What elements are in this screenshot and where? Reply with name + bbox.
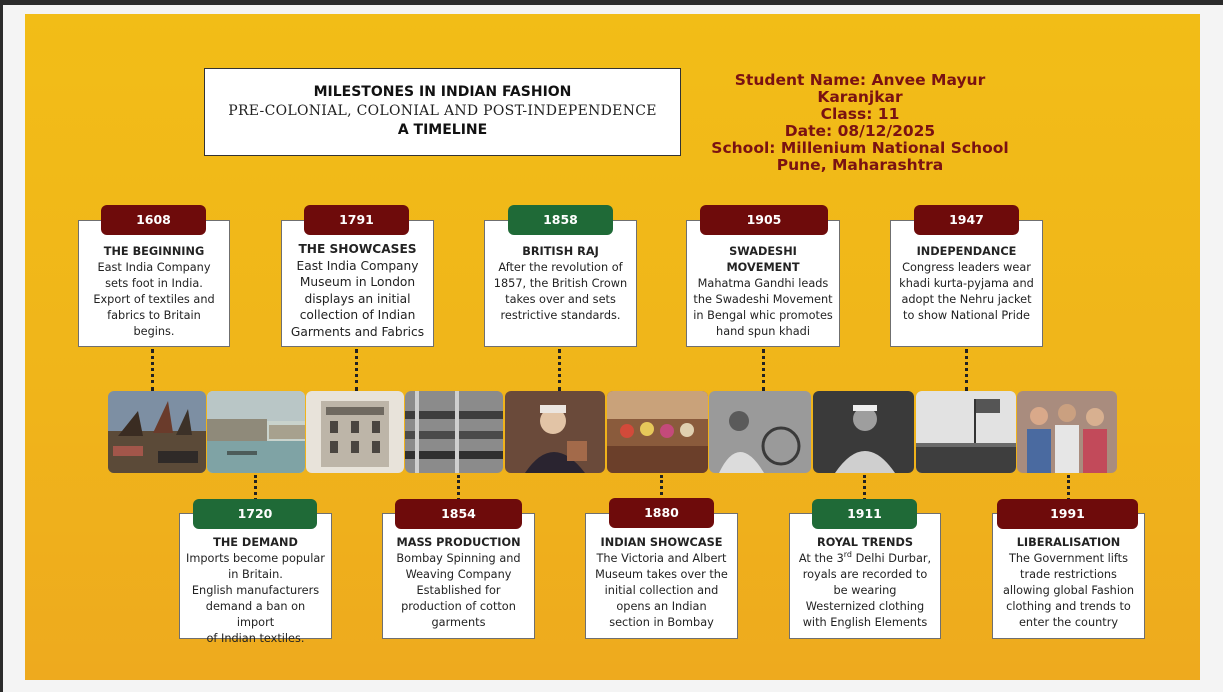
- event-desc-line: Bombay Spinning and: [396, 552, 521, 565]
- connector-dots: [558, 349, 561, 391]
- connector-dots: [151, 349, 154, 391]
- event-title: SWADESHI MOVEMENT: [726, 245, 800, 274]
- desc-part: At the 3: [798, 552, 844, 565]
- event-desc-line: in Britain.: [228, 568, 283, 581]
- year-badge-1991: 1991: [997, 499, 1138, 529]
- event-card-1905: [686, 220, 840, 347]
- event-title: THE DEMAND: [213, 536, 298, 549]
- title-box: [204, 68, 681, 156]
- event-desc-line: khadi kurta-pyjama and: [899, 277, 1034, 290]
- event-title: INDEPENDANCE: [916, 245, 1017, 258]
- event-desc-line: begins.: [133, 325, 175, 338]
- event-card-1858: [484, 220, 637, 347]
- event-desc-line: The Victoria and Albert: [596, 552, 727, 565]
- event-desc-line: Westernized clothing: [805, 600, 925, 613]
- independence-flag-image: [916, 391, 1016, 473]
- event-desc-line: to show National Pride: [903, 309, 1030, 322]
- event-desc-line: royals are recorded to: [802, 568, 928, 581]
- event-card-1991: [992, 513, 1145, 639]
- event-card-1854: [382, 513, 535, 639]
- river-city-image: [207, 391, 305, 473]
- event-desc-line: hand spun khadi: [716, 325, 810, 338]
- event-title: THE BEGINNING: [103, 245, 205, 258]
- student-school: School: Millenium National School: [711, 139, 1009, 157]
- event-desc-line: Garments and Fabrics: [290, 324, 425, 339]
- queen-victoria-image: [505, 391, 605, 473]
- event-desc-line: sets foot in India.: [105, 277, 203, 290]
- event-desc-line: fabrics to Britain: [107, 309, 201, 322]
- title-timeline: A TIMELINE: [397, 122, 488, 138]
- student-info: [705, 72, 1015, 174]
- event-desc-line: opens an Indian: [616, 600, 707, 613]
- year-badge-1858: 1858: [508, 205, 613, 235]
- window-left-border: [0, 0, 3, 692]
- year-badge-1608: 1608: [101, 205, 206, 235]
- event-desc-line-first: [796, 551, 934, 567]
- student-date: Date: 08/12/2025: [784, 122, 936, 140]
- event-desc-line: Imports become popular: [186, 552, 325, 565]
- event-desc-line: English manufacturers: [191, 584, 320, 597]
- connector-dots: [965, 349, 968, 391]
- event-desc-line: allowing global Fashion: [1002, 584, 1135, 597]
- timeline-slide: [25, 14, 1200, 680]
- event-card-1720: [179, 513, 332, 645]
- event-desc-line: garments: [431, 616, 486, 629]
- desc-superscript: rd: [843, 550, 852, 560]
- event-desc-line: the Swadeshi Movement: [693, 293, 833, 306]
- event-title: INDIAN SHOWCASE: [600, 536, 723, 549]
- event-desc-line: with English Elements: [802, 616, 928, 629]
- year-badge-1880: 1880: [609, 498, 714, 528]
- event-desc-line: The Government lifts: [1008, 552, 1128, 565]
- event-desc-line: in Bengal whic promotes: [693, 309, 833, 322]
- year-badge-1791: 1791: [304, 205, 409, 235]
- event-desc-line: adopt the Nehru jacket: [901, 293, 1032, 306]
- connector-dots: [762, 349, 765, 391]
- student-name: Student Name: Anvee Mayur Karanjkar: [734, 71, 986, 106]
- event-title: MASS PRODUCTION: [396, 536, 521, 549]
- event-desc-line: Mahatma Gandhi leads: [697, 277, 829, 290]
- fashion-group-image: [1017, 391, 1117, 473]
- year-badge-1720: 1720: [193, 499, 317, 529]
- year-badge-1854: 1854: [395, 499, 522, 529]
- textile-mill-image: [405, 391, 503, 473]
- event-title: BRITISH RAJ: [522, 245, 599, 258]
- event-desc-line: clothing and trends to: [1006, 600, 1131, 613]
- event-desc-line: takes over and sets: [505, 293, 616, 306]
- event-desc-line: Museum takes over the: [595, 568, 728, 581]
- event-desc-line: demand a ban on import: [205, 600, 306, 629]
- connector-dots: [355, 349, 358, 391]
- year-badge-1911: 1911: [812, 499, 917, 529]
- event-desc-line: trade restrictions: [1020, 568, 1117, 581]
- event-card-1608: [78, 220, 230, 347]
- event-title: THE SHOWCASES: [298, 242, 417, 256]
- event-title: LIBERALISATION: [1016, 536, 1121, 549]
- student-class: Class: 11: [820, 105, 900, 123]
- event-desc-line: be wearing: [833, 584, 897, 597]
- ships-harbour-image: [108, 391, 206, 473]
- royal-portrait-image: [813, 391, 914, 473]
- event-desc-line: displays an initial: [304, 291, 411, 306]
- event-desc-line: Established for: [416, 584, 501, 597]
- event-desc-line: After the revolution of: [498, 261, 623, 274]
- title-subheading: PRE-COLONIAL, COLONIAL AND POST-INDEPENDENCE: [228, 103, 657, 119]
- event-desc-line: Export of textiles and: [93, 293, 215, 306]
- event-title: ROYAL TRENDS: [817, 536, 913, 549]
- event-desc-line: East India Company: [97, 261, 211, 274]
- window-top-border: [0, 0, 1223, 5]
- durbar-painting-image: [607, 391, 708, 473]
- event-desc-line: East India Company: [296, 258, 419, 273]
- event-card-1911: [789, 513, 941, 639]
- event-desc-line: production of cotton: [401, 600, 516, 613]
- event-desc-line: Weaving Company: [405, 568, 512, 581]
- museum-building-image: [306, 391, 404, 473]
- event-card-1880: [585, 513, 738, 639]
- gandhi-spinning-image: [709, 391, 811, 473]
- event-desc-line: 1857, the British Crown: [493, 277, 628, 290]
- event-desc-line: restrictive standards.: [500, 309, 621, 322]
- event-card-1791: [281, 220, 434, 347]
- title-heading: MILESTONES IN INDIAN FASHION: [313, 84, 572, 100]
- event-desc-line: of Indian textiles.: [206, 632, 305, 645]
- desc-part: Delhi Durbar,: [852, 552, 932, 565]
- student-city: Pune, Maharashtra: [776, 156, 944, 174]
- event-card-1947: [890, 220, 1043, 347]
- event-desc-line: initial collection and: [604, 584, 719, 597]
- event-desc-line: section in Bombay: [609, 616, 714, 629]
- year-badge-1947: 1947: [914, 205, 1019, 235]
- event-desc-line: collection of Indian: [299, 308, 416, 322]
- event-desc-line: Museum in London: [299, 275, 416, 289]
- event-desc-line: enter the country: [1018, 616, 1119, 629]
- year-badge-1905: 1905: [700, 205, 828, 235]
- event-desc-line: Congress leaders wear: [902, 261, 1031, 274]
